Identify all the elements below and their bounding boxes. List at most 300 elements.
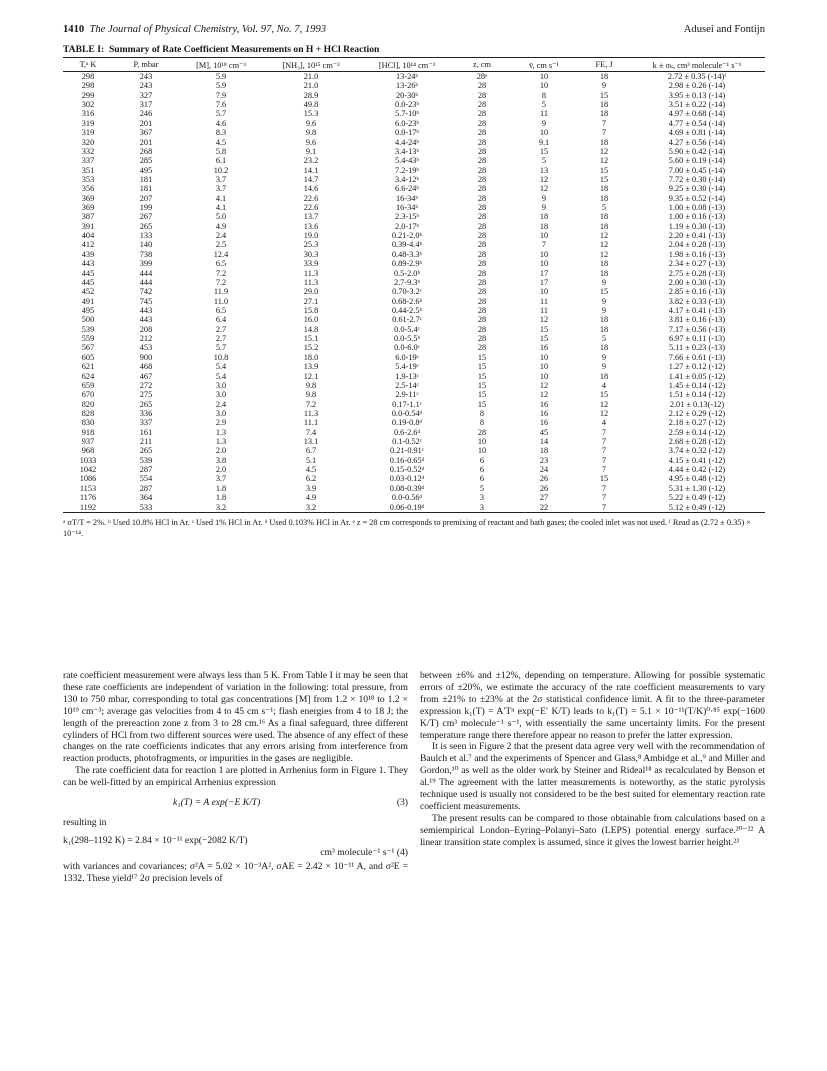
table-row [63,175,765,184]
table-cell: 28 [477,146,487,156]
table-cell: 4.5 [215,137,227,147]
table-cell: 567 [81,343,95,353]
table-row [63,166,765,175]
table-cell: 272 [139,380,153,390]
table-cell: 7 [601,427,607,437]
table-cell: 6.5 [215,259,227,269]
table-cell: 351 [81,165,95,175]
table-cell: 16-34ᵇ [396,203,418,213]
table-cell: 0.0-17ᵇ [395,128,419,138]
table-cell: 1.3 [215,437,227,447]
table-cell: 4.6 [215,118,227,128]
table-cell: 28 [477,296,487,306]
table-cell: 5.31 ± 1.30 (-12) [668,483,726,493]
table-cell: 12 [599,156,609,166]
table-cell: 265 [139,399,153,409]
table-row [63,381,765,390]
table-cell: 10.8 [213,352,229,362]
table-row [63,109,765,118]
table-cell: 5 [541,100,547,110]
table-cell: 1.41 ± 0.05 (-12) [668,371,726,381]
table-cell: 28 [477,334,487,344]
table-cell: 0.48-3.3ᵇ [391,249,423,259]
table-cell: 13 [539,165,549,175]
table-cell: 11 [540,305,548,315]
table-cell: 287 [139,483,153,493]
table-cell: 265 [139,446,153,456]
table-cell: 45 [539,427,549,437]
table-cell: 820 [81,399,95,409]
table-cell: 0.08-0.39ᵈ [389,483,425,493]
table-cell: 28 [477,427,487,437]
table-cell: 533 [139,502,153,512]
table-cell: 0.89-2.9ᵇ [391,259,423,269]
running-header-left [63,24,326,40]
table-cell: 444 [139,277,153,287]
table-cell: 6.2 [305,474,317,484]
table-cell: 9 [541,203,547,213]
table-cell: 11.3 [303,268,319,278]
table-cell: 2.7 [215,324,227,334]
table-cell: 4.77 ± 0.54 (-14) [668,118,726,128]
table-cell: 15 [539,146,549,156]
column-header: [NH₃], 10¹⁵ cm⁻³ [282,60,340,70]
table-cell: 15 [599,390,609,400]
table-cell: 6 [479,474,485,484]
table-cell: 18 [599,268,609,278]
table-cell: 828 [81,408,95,418]
table-cell: 28 [477,343,487,353]
table-cell: 211 [139,437,153,447]
table-row [63,147,765,156]
table-cell: 5.4 [215,362,227,372]
table-cell: 18 [539,446,549,456]
table-cell: 319 [81,118,95,128]
table-cell: 14 [539,437,549,447]
table-cell: 7.6 [215,100,227,110]
table-cell: 10 [539,231,549,241]
table-cell: 9 [601,81,607,91]
table-cell: 10 [539,259,549,269]
table-cell: 453 [139,343,153,353]
table-cell: 10 [477,437,487,447]
table-cell: 500 [81,315,95,325]
table-cell: 0.03-0.12ᵈ [389,474,425,484]
table-row [63,437,765,446]
table-cell: 28 [477,324,487,334]
table-cell: 7 [601,465,607,475]
table-cell: 1.45 ± 0.14 (-12) [668,380,726,390]
paragraph: The rate coefficient data for reaction 1 are plotted in Arrhenius form in Figure 1. They can be well-fitted by an empirical Arrhenius expression [63,765,408,789]
body-text [63,670,765,885]
table-row [63,203,765,212]
table-cell: 439 [81,249,95,259]
table-cell: 3.0 [215,390,227,400]
table-cell: 937 [81,437,95,447]
table-cell: 7 [601,493,607,503]
table-cell: 2.9 [215,418,227,428]
table-row [63,231,765,240]
table-cell: 18.0 [303,352,319,362]
table-cell: 17 [539,268,549,278]
table-cell: 12.1 [303,371,319,381]
table-cell: 11.9 [213,287,229,297]
table-cell: 742 [139,287,153,297]
table-cell: 2.0 [215,465,227,475]
table-cell: 554 [139,474,153,484]
column-header: P, mbar [133,60,159,69]
table-row [63,315,765,324]
table-cell: 9 [601,296,607,306]
table-cell: 18 [599,72,609,81]
table-cell: 1.9-13ᶜ [395,371,419,381]
table-row [63,222,765,231]
table-cell: 12 [599,408,609,418]
paragraph: It is seen in Figure 2 that the present data agree very well with the recommendation of Baulch et al.⁷ and the experiments of Spencer and Glass,⁸ Ambidge et al.,⁹ and Miller and Gordon,¹⁰ as well as the older work by Steiner and Rideal¹⁸ as recalculated by Benson et al.¹⁹ The agreement with the latter measurements is noteworthy, as the static pyrolysis technique used is usually not considered to be the best suited for elementary reaction rate coefficient measurements. [420,741,765,812]
table-cell: 20-30ᵇ [396,90,418,100]
table-cell: 9 [541,118,547,128]
table-cell: 0.70-3.2ᶜ [392,287,422,297]
table-cell: 0.0-23ᵇ [395,100,419,110]
table-cell: 6.1 [215,156,227,166]
table-cell: 29.0 [303,287,319,297]
table-cell: 28 [477,305,487,315]
table-row [63,465,765,474]
table-cell: 670 [81,390,95,400]
equation-3-number: (3) [396,797,408,809]
table-cell: 1086 [79,474,97,484]
table-cell: 28 [477,193,487,203]
table-cell: 22.6 [303,203,319,213]
table-cell: 2.4 [215,399,227,409]
table-cell: 243 [139,81,153,91]
table-cell: 316 [81,109,95,119]
table-row [63,503,765,513]
table-cell: 8.3 [215,128,227,138]
table-cell: 2.72 ± 0.35 (-14)ᶠ [667,72,727,81]
column-header: [M], 10¹⁸ cm⁻³ [196,60,246,70]
table-cell: 0.16-0.65ᵈ [389,455,425,465]
table-cell: 3.81 ± 0.16 (-13) [668,315,726,325]
paragraph: resulting in [63,816,107,828]
table-cell: 443 [81,259,95,269]
table-cell: 15 [477,390,487,400]
table-cell: 4.97 ± 0.68 (-14) [668,109,726,119]
table-cell: 12 [539,380,549,390]
table-cell: 12 [539,315,549,325]
table-cell: 15 [539,334,549,344]
table-cell: 7.2-19ᵇ [395,165,419,175]
table-cell: 16.0 [303,315,319,325]
table-cell: 2.9-11ᶜ [395,390,419,400]
table-row [63,493,765,502]
table-cell: 1.00 ± 0.16 (-13) [668,212,726,222]
table-cell: 16 [539,418,549,428]
table-cell: 3.82 ± 0.33 (-13) [668,296,726,306]
table-cell: 2.7-9.3ᵇ [393,277,421,287]
table-cell: 23.2 [303,156,319,166]
table-cell: 1153 [79,483,97,493]
table-cell: 4.4-24ᵇ [395,137,419,147]
table-cell: 133 [139,231,153,241]
table-body [63,72,765,513]
table-cell: 14.6 [303,184,319,194]
table-cell: 18 [599,109,609,119]
table-cell: 18 [599,259,609,269]
table-cell: 5.7-10ᵇ [395,109,419,119]
table-cell: 399 [139,259,153,269]
table-cell: 0.0-5.4ᶜ [394,324,420,334]
table-cell: 412 [81,240,95,250]
table-cell: 28 [477,315,487,325]
table-cell: 28 [477,268,487,278]
table-cell: 4.5 [305,465,317,475]
table-cell: 18 [599,315,609,325]
table-cell: 1.19 ± 0.30 (-13) [668,221,726,231]
table-cell: 10 [539,81,549,91]
author-names: Adusei and Fontijn [683,24,765,35]
table-cell: 28ᵉ [476,72,488,81]
table-cell: 1.3 [215,427,227,437]
table-cell: 5 [601,334,607,344]
table-cell: 6.97 ± 0.11 (-13) [668,334,726,344]
table-cell: 491 [81,296,95,306]
table-cell: 19.0 [303,231,319,241]
column-header: z, cm [473,60,491,69]
table-cell: 199 [139,203,153,213]
table-cell: 9 [601,277,607,287]
table-cell: 28 [477,100,487,110]
paragraph: with variances and covariances; σ²A = 5.02 × 10⁻³A², σAE = 2.42 × 10⁻¹¹ A, and σ²E = 1332. These yield¹⁷ 2σ precision levels of [63,860,408,884]
table-cell: 2.75 ± 0.28 (-13) [668,268,726,278]
equation-3-expression: k₁(T) = A exp(−E K/T) [173,797,261,809]
table-cell: 302 [81,100,95,110]
table-cell: 24 [539,465,549,475]
table-cell: 6.6-24ᵇ [395,184,419,194]
table-cell: 2.0 [215,446,227,456]
table-cell: 13-24ᵇ [396,72,418,81]
table-row [63,334,765,343]
table-cell: 4.1 [215,193,227,203]
table-cell: 444 [139,268,153,278]
table-cell: 18 [599,137,609,147]
table-cell: 539 [81,324,95,334]
table-cell: 28 [477,81,487,91]
table-cell: 5.9 [215,72,227,81]
table-row [63,100,765,109]
table-cell: 15 [599,165,609,175]
table-cell: 16 [539,408,549,418]
table-cell: 14.1 [303,165,319,175]
table-cell: 4.44 ± 0.42 (-12) [668,465,726,475]
table-cell: 404 [81,231,95,241]
table-cell: 30.3 [303,249,319,259]
table-header-row [63,58,765,72]
table-cell: 12 [599,399,609,409]
table-row [63,446,765,455]
table-cell: 0.0-5.5ᵇ [393,334,421,344]
table-cell: 16 [539,399,549,409]
table-cell: 6.5 [215,305,227,315]
table-cell: 3.4-13ᵇ [395,146,419,156]
table-row [63,400,765,409]
table-cell: 9.8 [305,390,317,400]
paragraph: rate coefficient measurement were always less than 5 K. From Table I it may be seen that these rate coefficients are independent of variation in the following: total pressure, from 130 to 750 mbar, corresponding to total gas concentrations [M] from 1.2 × 10¹⁸ to 1.2 × 10¹⁹ cm⁻³; average gas velocities from 4 to 45 cm s⁻¹; flash energies from 4 to 18 J; the length of the prereaction zone z from 3 to 28 cm.¹⁶ As a final safeguard, three different cylinders of HCl from two different sources were used. The absence of any effect of these changes on the rate coefficients indicates that any errors arising from interference from reaction products, photofragments, or impurities in the gases are negligible. [63,670,408,765]
table-cell: 15 [477,371,487,381]
table-cell: 10 [539,128,549,138]
table-cell: 364 [139,493,153,503]
column-header: [HCl], 10¹⁴ cm⁻³ [378,60,436,70]
table-cell: 445 [81,277,95,287]
table-cell: 5 [601,203,607,213]
table-cell: 0.21-2.0ᵇ [391,231,423,241]
table-cell: 5.60 ± 0.19 (-14) [668,156,726,166]
table-cell: 9 [601,305,607,315]
table-cell: 745 [139,296,153,306]
table-cell: 4.95 ± 0.48 (-12) [668,474,726,484]
table-cell: 28 [477,203,487,213]
table-title: Summary of Rate Coefficient Measurements on H + HCl Reaction [108,44,380,55]
table-cell: 4 [601,418,607,428]
table-cell: 624 [81,371,95,381]
running-header [63,24,765,40]
table-cell: 3.0 [215,380,227,390]
table-row [63,91,765,100]
table-cell: 22 [539,502,549,512]
table-cell: 28 [477,221,487,231]
page [63,24,765,539]
table-cell: 2.12 ± 0.29 (-12) [668,408,726,418]
table-cell: 18 [539,221,549,231]
table-cell: 7.4 [305,427,317,437]
table-cell: 337 [81,156,95,166]
table-cell: 9.6 [305,137,317,147]
table-cell: 356 [81,184,95,194]
table-cell: 14.8 [303,324,319,334]
table-cell: 201 [139,118,153,128]
table-row [63,240,765,249]
table-row [63,278,765,287]
table-cell: 15.2 [303,343,319,353]
table-cell: 900 [139,352,153,362]
table-cell: 181 [139,174,153,184]
table-cell: 7.17 ± 0.56 (-13) [668,324,726,334]
table-cell: 16 [539,343,549,353]
table-cell: 28 [477,137,487,147]
table-cell: 0.21-0.91ᶜ [390,446,424,456]
table-cell: 0.44-2.5ᵇ [391,305,423,315]
table-cell: 18 [599,184,609,194]
table-cell: 0.06-0.19ᵈ [389,502,425,512]
table-cell: 4.1 [215,203,227,213]
table-cell: 28 [477,156,487,166]
table-cell: 9 [541,193,547,203]
table-cell: 3.0 [215,408,227,418]
table-cell: 18 [599,193,609,203]
table-cell: 13.7 [303,212,319,222]
equation-3 [63,797,408,809]
table-cell: 28 [477,231,487,241]
table-cell: 327 [139,90,153,100]
table-cell: 1.8 [215,483,227,493]
table-cell: 15 [599,287,609,297]
table-cell: 7 [601,118,607,128]
table-cell: 9.35 ± 0.52 (-14) [668,193,726,203]
table-cell: 15 [477,380,487,390]
table-cell: 336 [139,408,153,418]
table-row [63,259,765,268]
table-cell: 28 [477,118,487,128]
table-cell: 15 [599,90,609,100]
table-cell: 0.15-0.52ᵈ [389,465,425,475]
table-cell: 11.0 [213,296,229,306]
table-cell: 317 [139,100,153,110]
table-cell: 267 [139,212,153,222]
table-cell: 9.1 [538,137,550,147]
table-cell: 161 [139,427,153,437]
table-cell: 265 [139,221,153,231]
page-number: 1410 [63,24,85,35]
table-cell: 1042 [79,465,97,475]
table-cell: 49.8 [303,100,319,110]
table-cell: 13.1 [303,437,319,447]
table-cell: 246 [139,109,153,119]
rate-coefficient-table [63,57,765,513]
table-row [63,418,765,427]
table-cell: 367 [139,128,153,138]
table-cell: 28 [477,259,487,269]
table-cell: 3.4-12ᵇ [395,174,419,184]
table-cell: 445 [81,268,95,278]
table-cell: 2.85 ± 0.16 (-13) [668,287,726,297]
table-cell: 3 [479,502,485,512]
table-cell: 11 [540,296,548,306]
table-cell: 3.7 [215,174,227,184]
table-cell: 5.7 [215,109,227,119]
table-cell: 9 [601,352,607,362]
table-cell: 15 [539,324,549,334]
table-cell: 12 [539,390,549,400]
table-cell: 467 [139,371,153,381]
table-cell: 21.0 [303,81,319,91]
table-cell: 28 [477,240,487,250]
table-footnotes: ᵃ σT/T = 2%. ᵇ Used 10.8% HCl in Ar. ᶜ Used 1% HCl in Ar. ᵈ Used 0.103% HCl in Ar. ᵉ z = 28 cm corresponds to premixing of reactant and bath gases; the cooled inlet was not used. ᶠ Read as (2.72 ± 0.35) × 10⁻¹⁴. [63,517,751,538]
table-cell: 5 [479,483,485,493]
table-cell: 2.5 [215,240,227,250]
table-cell: 11.1 [303,418,319,428]
table-cell: 28 [477,184,487,194]
table-cell: 212 [139,334,153,344]
table-row [63,194,765,203]
table-cell: 5.4-19ᶜ [395,362,419,372]
table-cell: 243 [139,72,153,81]
table-cell: 15 [599,474,609,484]
table-cell: 4.15 ± 0.41 (-12) [668,455,726,465]
table-cell: 1176 [79,493,97,503]
table-cell: 12 [599,240,609,250]
table-cell: 3.7 [215,474,227,484]
table-cell: 7 [601,437,607,447]
table-cell: 28 [477,277,487,287]
table-cell: 9.1 [305,146,317,156]
table-cell: 8 [541,90,547,100]
table-row [63,212,765,221]
table-row [63,184,765,193]
table-cell: 4.27 ± 0.56 (-14) [668,137,726,147]
table-row [63,456,765,465]
table-cell: 738 [139,249,153,259]
table-cell: 287 [139,465,153,475]
